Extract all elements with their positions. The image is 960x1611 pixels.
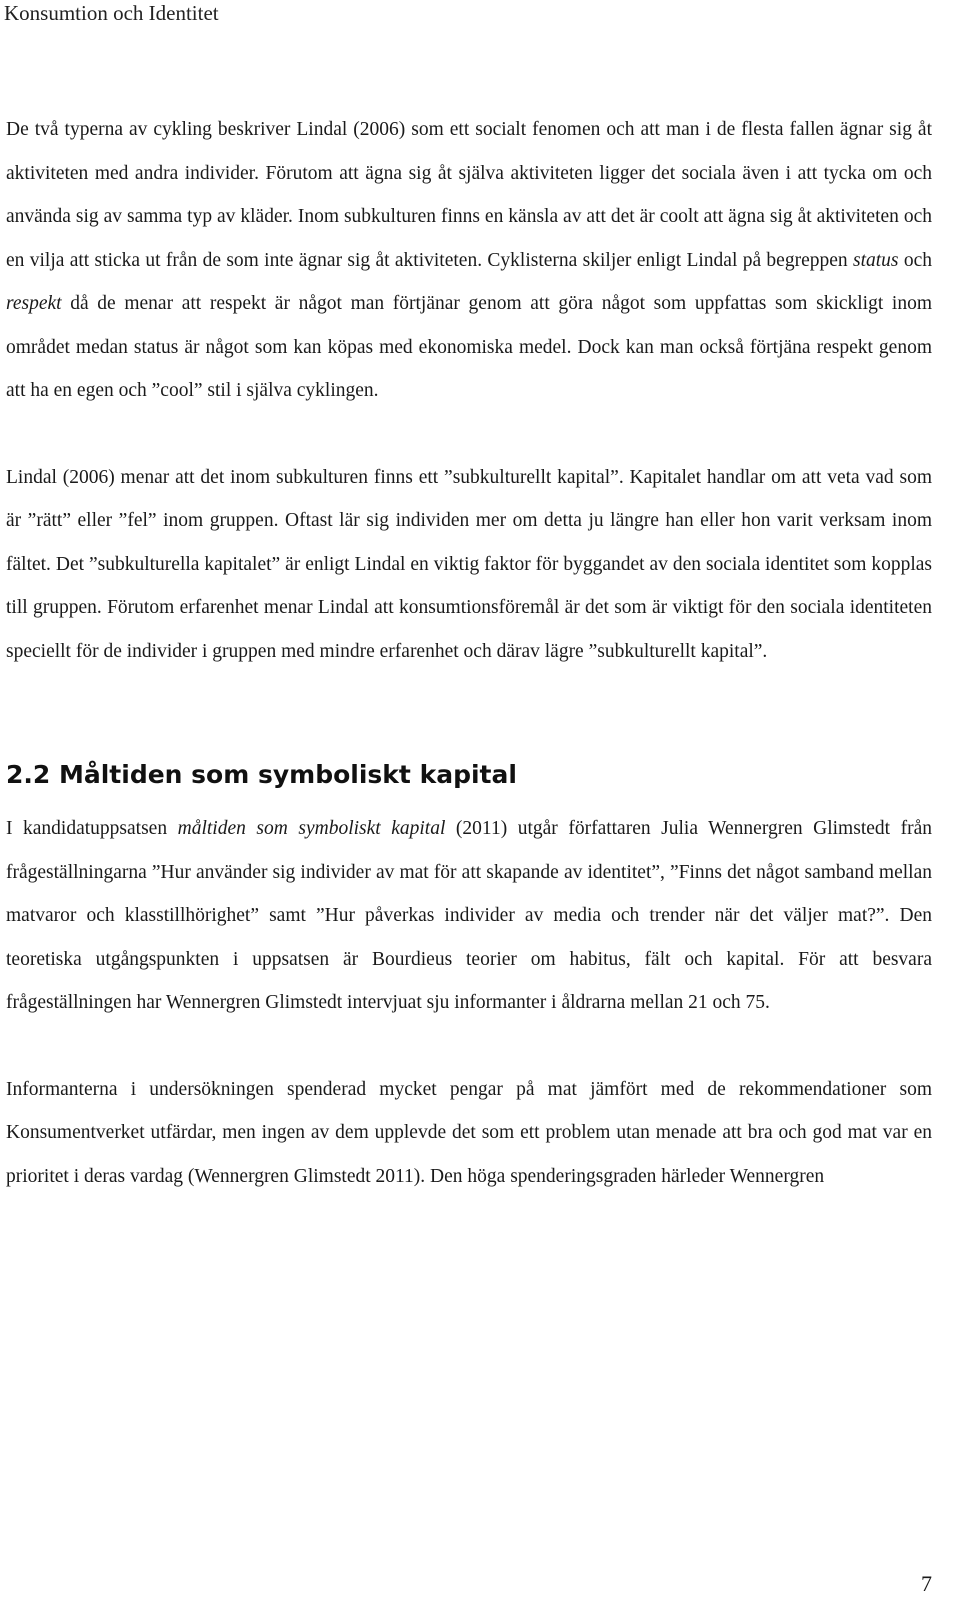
paragraph-cycling-types (6, 108, 932, 413)
section-heading: 2.2 Måltiden som symboliskt kapital (6, 760, 517, 789)
thesis-title: måltiden som symboliskt kapital (177, 818, 446, 839)
paragraph-text: De två typerna av cykling beskriver Lindal (2006) som ett socialt fenomen och att man i de flesta fallen ägnar sig åt aktiviteten med andra individer. Förutom att ägna sig åt själva aktiviteten ligger det sociala även i att tycka om och använda sig av samma typ av kläder. Inom subkulturen finns en känsla av att det är coolt att ägna sig åt aktiviteten och en vilja att sticka ut från de som inte ägnar sig åt aktiviteten. Cyklisterna skiljer enligt Lindal på begreppen (6, 119, 932, 271)
page-number: 7 (921, 1571, 932, 1596)
term-respekt: respekt (6, 293, 62, 314)
paragraph-text: då de menar att respekt är något man förtjänar genom att göra något som uppfattas som skickligt inom området medan status är något som kan köpas med ekonomiska medel. Dock kan man också förtjäna respekt genom att ha en egen och ”cool” stil i själva cyklingen. (6, 293, 932, 401)
document-body (6, 108, 932, 1198)
running-header: Konsumtion och Identitet (4, 1, 219, 25)
paragraph-text: och (898, 249, 932, 271)
paragraph-text: (2011) utgår författaren Julia Wennergren Glimstedt från frågeställningarna ”Hur använder sig individer av mat för att skapande av identitet”, ”Finns det något samband mellan matvaror och klasstillhörighet” samt ”Hur påverkas individer av media och trender när det väljer mat?”. Den teoretiska utgångspunkten i uppsatsen är Bourdieus teorier om habitus, fält och kapital. För att besvara frågeställningen har Wennergren Glimstedt intervjuat sju informanter i åldrarna mellan 21 och 75. (6, 818, 932, 1013)
term-status: status (852, 249, 899, 271)
paragraph-informants: Informanterna i undersökningen spenderad mycket pengar på mat jämfört med de rekommendationer som Konsumentverket utfärdar, men ingen av dem upplevde det som ett problem utan menade att bra och god mat var en prioritet i deras vardag (Wennergren Glimstedt 2011). Den höga spenderingsgraden härleder Wennergren (6, 1078, 932, 1187)
paragraph-thesis-intro (6, 807, 932, 1025)
paragraph-subcultural-capital: Lindal (2006) menar att det inom subkulturen finns ett ”subkulturellt kapital”. Kapitalet handlar om att veta vad som är ”rätt” eller ”fel” inom gruppen. Oftast lär sig individen mer om detta ju längre han eller hon varit verksam inom fältet. Det ”subkulturella kapitalet” är enligt Lindal en viktig faktor för byggandet av den sociala identitet som kopplas till gruppen. Förutom erfarenhet menar Lindal att konsumtionsföremål är det som är viktigt för den sociala identiteten speciellt för de individer i gruppen med mindre erfarenhet och därav lägre ”subkulturellt kapital”. (6, 466, 932, 662)
paragraph-text: I kandidatuppsatsen (6, 818, 178, 839)
